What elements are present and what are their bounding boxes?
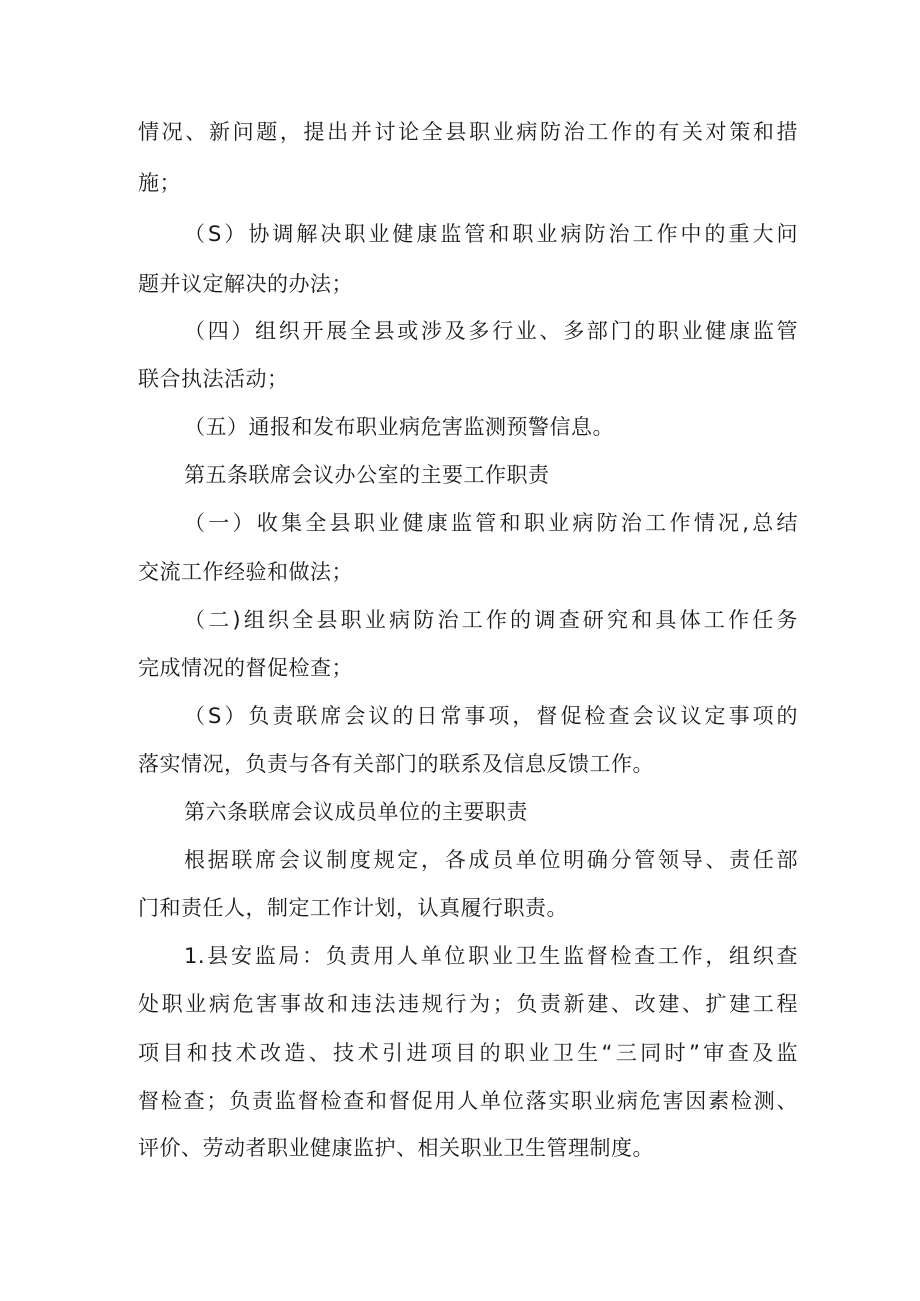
text-line: 完成情况的督促检查； bbox=[138, 656, 353, 680]
text-line: （一）收集全县职业健康监管和职业病防治工作情况,总结 bbox=[184, 511, 798, 535]
text-line: （二)组织全县职业病防治工作的调查研究和具体工作任务 bbox=[184, 608, 798, 632]
text-line: 题并议定解决的办法； bbox=[138, 272, 353, 296]
text-line: 处职业病危害事故和违法违规行为；负责新建、改建、扩建工程 bbox=[138, 992, 798, 1016]
article-heading: 第六条联席会议成员单位的主要职责 bbox=[184, 800, 528, 824]
text-line: 1.县安监局：负责用人单位职业卫生监督检查工作，组织查 bbox=[184, 944, 798, 968]
text-line: （四）组织开展全县或涉及多行业、多部门的职业健康监管 bbox=[184, 319, 798, 343]
text-line: （S）负责联席会议的日常事项，督促检查会议议定事项的 bbox=[184, 704, 798, 728]
text-line: 情况、新问题，提出并讨论全县职业病防治工作的有关对策和措 bbox=[138, 120, 798, 144]
text-line: 根据联席会议制度规定，各成员单位明确分管领导、责任部 bbox=[184, 848, 798, 872]
text-line: 门和责任人，制定工作计划，认真履行职责。 bbox=[138, 896, 568, 920]
text-line: 施； bbox=[138, 171, 181, 195]
text-line: （五）通报和发布职业病危害监测预警信息。 bbox=[184, 415, 614, 439]
text-line: 项目和技术改造、技术引进项目的职业卫生“三同时”审查及监 bbox=[138, 1041, 798, 1065]
text-line: 评价、劳动者职业健康监护、相关职业卫生管理制度。 bbox=[138, 1136, 654, 1160]
article-heading: 第五条联席会议办公室的主要工作职责 bbox=[184, 463, 550, 487]
text-line: 落实情况，负责与各有关部门的联系及信息反馈工作。 bbox=[138, 752, 654, 776]
text-line: 交流工作经验和做法； bbox=[138, 560, 353, 584]
text-line: （S）协调解决职业健康监管和职业病防治工作中的重大问 bbox=[184, 222, 798, 246]
text-line: 联合执法活动； bbox=[138, 367, 289, 391]
text-line: 督检查；负责监督检查和督促用人单位落实职业病危害因素检测、 bbox=[138, 1089, 798, 1113]
